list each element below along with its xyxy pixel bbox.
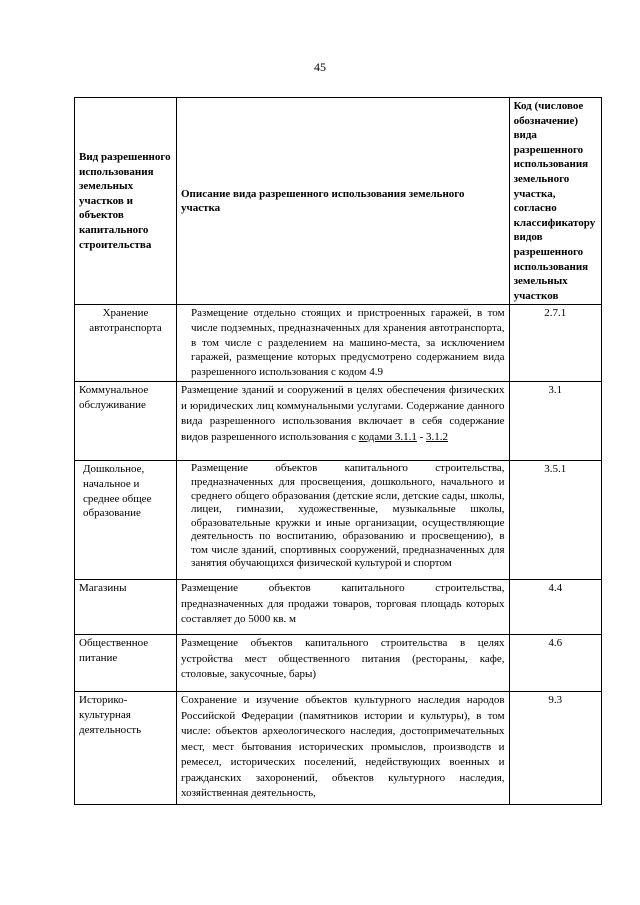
row-description [177, 382, 510, 461]
code-link-3-1-2[interactable]: 3.1.2 [426, 430, 449, 443]
header-code: Код (числовое обозначение) вида разрешенного использования земельного участка, согласно классификатору видов разрешенного использования земельных участков [509, 98, 601, 305]
row-description: Размещение отдельно стоящих и пристроенных гаражей, в том числе подземных, предназначенных для хранения автотранспорта, в том числе с разделением на машино-места, за исключением гаражей, размещение которых предусмотрено содержанием вида разрешенного использования с кодом 4.9 [177, 305, 510, 382]
table-row [75, 580, 602, 635]
header-description: Описание вида разрешенного использования земельного участка [177, 98, 510, 305]
land-use-table [74, 97, 602, 805]
table-row [75, 382, 602, 461]
row-name: Магазины [75, 580, 177, 635]
table-row [75, 461, 602, 580]
header-land-use-type: Вид разрешенного использования земельных участков и объектов капитального строительства [75, 98, 177, 305]
table-header-row [75, 98, 602, 305]
code-link-separator: - [416, 430, 427, 443]
table-row [75, 635, 602, 692]
row-description: Размещение объектов капитального строительства, предназначенных для продажи товаров, торговая площадь которых составляет до 5000 кв. м [177, 580, 510, 635]
row-code: 9.3 [509, 692, 601, 805]
table-row [75, 305, 602, 382]
row-code: 4.6 [509, 635, 601, 692]
row-name: Коммунальное обслуживание [75, 382, 177, 461]
row-description: Размещение объектов капитального строительства в целях устройства мест общественного питания (рестораны, кафе, столовые, закусочные, бары) [177, 635, 510, 692]
row-code: 3.1 [509, 382, 601, 461]
row-code: 4.4 [509, 580, 601, 635]
row-description: Размещение объектов капитального строительства, предназначенных для просвещения, дошкольного, начального и среднего общего образования (детские ясли, детские сады, школы, лицеи, гимназии, художественные, музыкальные школы, образовательные кружки и иные организации, осуществляющие деятельность по воспитанию, образованию и просвещению), в том числе зданий, спортивных сооружений, предназначенных для занятия обучающихся физической культурой и спортом [177, 461, 510, 580]
table-row [75, 692, 602, 805]
page-number: 45 [314, 60, 326, 74]
row-name: Общественное питание [75, 635, 177, 692]
row-description-text: Размещение зданий и сооружений в целях обеспечения физических и юридических лиц коммунальными услугами. Содержание данного вида разрешенного использования включает в себя содержание видов разрешенного использования с [181, 384, 505, 443]
code-link-3-1-1[interactable]: кодами 3.1.1 [358, 430, 417, 443]
row-name: Дошкольное, начальное и среднее общее образование [75, 461, 177, 580]
row-code: 3.5.1 [509, 461, 601, 580]
row-name: Историко-культурная деятельность [75, 692, 177, 805]
row-description: Сохранение и изучение объектов культурного наследия народов Российской Федерации (памятников истории и культуры), в том числе: объектов археологического наследия, достопримечательных мест, мест бытования исторических промыслов, производств и ремесел, исторических поселений, недействующих военных и гражданских захоронений, объектов культурного наследия, хозяйственная деятельность, [177, 692, 510, 805]
row-code: 2.7.1 [509, 305, 601, 382]
row-name: Хранение автотранспорта [75, 305, 177, 382]
